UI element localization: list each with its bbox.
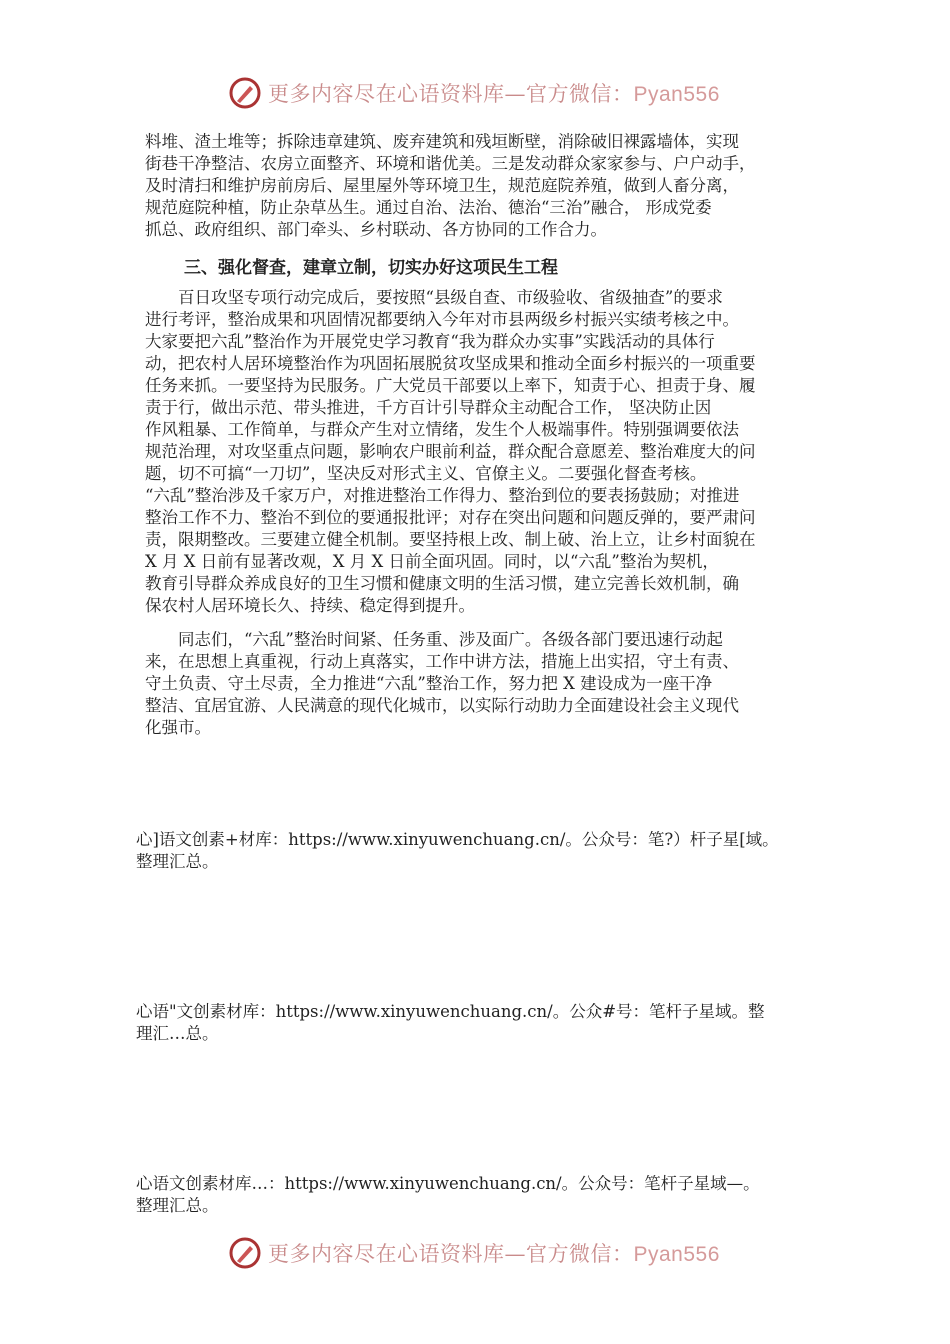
text-line: 料堆、渣土堆等；拆除违章建筑、废弃建筑和残垣断壁，消除破旧裸露墙体，实现 <box>145 132 739 151</box>
text-line: 整理汇总。 <box>136 852 219 871</box>
text-line: 同志们，“六乱”整治时间紧、任务重、涉及面广。各级各部门要迅速行动起 <box>145 630 723 649</box>
paragraph-2 <box>145 287 825 617</box>
footer-note-2 <box>136 1001 856 1045</box>
text-line: 守土负责、守土尽责，全力推进“六乱”整治工作，努力把 X 建设成为一座干净 <box>145 674 713 693</box>
text-line: 心语"文创素材库：https://www.xinyuwenchuang.cn/。公众#号：笔杆子星域。整 <box>136 1002 765 1021</box>
text-line: 保农村人居环境长久、持续、稳定得到提升。 <box>145 596 475 615</box>
text-line: 动，把农村人居环境整治作为巩固拓展脱贫攻坚成果和推动全面乡村振兴的一项重要 <box>145 354 756 373</box>
text-line: 化强市。 <box>145 718 211 737</box>
text-line: 责，限期整改。三要建立健全机制。要坚持根上改、制上破、治上立，让乡村面貌在 <box>145 530 756 549</box>
text-line: 责于行，做出示范、带头推进，千方百计引导群众主动配合工作， 坚决防止因 <box>145 398 712 417</box>
bottom-banner <box>228 1233 720 1273</box>
text-line: 整治工作不力、整治不到位的要通报批评；对存在突出问题和问题反弹的，要严肃问 <box>145 508 756 527</box>
text-line: 规范治理，对攻坚重点问题，影响农户眼前利益，群众配合意愿差、整治难度大的问 <box>145 442 756 461</box>
text-line: 进行考评，整治成果和巩固情况都要纳入今年对市县两级乡村振兴实绩考核之中。 <box>145 310 739 329</box>
banner-text: 更多内容尽在心语资料库—官方微信：Pyan556 <box>268 82 720 106</box>
text-line: 任务来抓。一要坚持为民服务。广大党员干部要以上率下，知责于心、担责于身、履 <box>145 376 756 395</box>
text-line: X 月 X 日前有显著改观，X 月 X 日前全面巩固。同时，以“六乱”整治为契机， <box>145 552 719 571</box>
text-line: 心语文创素材库…：https://www.xinyuwenchuang.cn/。公众号：笔杆子星域—。 <box>136 1174 760 1193</box>
text-line: 作风粗暴、工作简单，与群众产生对立情绪，发生个人极端事件。特别强调要依法 <box>145 420 739 439</box>
footer-note-3 <box>136 1173 856 1217</box>
text-line: 理汇…总。 <box>136 1024 219 1043</box>
pen-logo-icon <box>228 76 262 110</box>
paragraph-1 <box>145 131 825 241</box>
text-line: 抓总、政府组织、部门牵头、乡村联动、各方协同的工作合力。 <box>145 220 607 239</box>
text-line: “六乱”整治涉及千家万户，对推进整治工作得力、整治到位的要表扬鼓励；对推进 <box>145 486 740 505</box>
text-line: 规范庭院种植，防止杂草丛生。通过自治、法治、德治“三治”融合， 形成党委 <box>145 198 712 217</box>
text-line: 百日攻坚专项行动完成后，要按照“县级自查、市级验收、省级抽查”的要求 <box>145 288 723 307</box>
text-line: 整洁、宜居宜游、人民满意的现代化城市，以实际行动助力全面建设社会主义现代 <box>145 696 739 715</box>
footer-note-1 <box>136 829 856 873</box>
pen-logo-icon <box>228 1236 262 1270</box>
text-line: 心]语文创素+材库：https://www.xinyuwenchuang.cn/。公众号：笔?）杆子星[域。 <box>136 830 779 849</box>
section-heading: 三、强化督查，建章立制，切实办好这项民生工程 <box>184 258 558 278</box>
banner-text: 更多内容尽在心语资料库—官方微信：Pyan556 <box>268 1242 720 1266</box>
text-line: 题，切不可搞“一刀切”，坚决反对形式主义、官僚主义。二要强化督查考核。 <box>145 464 707 483</box>
text-line: 大家要把六乱”整治作为开展党史学习教育“我为群众办实事”实践活动的具体行 <box>145 332 715 351</box>
text-line: 街巷干净整洁、农房立面整齐、环境和谐优美。三是发动群众家家参与、户户动手， <box>145 154 756 173</box>
text-line: 教育引导群众养成良好的卫生习惯和健康文明的生活习惯，建立完善长效机制，确 <box>145 574 739 593</box>
text-line: 整理汇总。 <box>136 1196 219 1215</box>
text-line: 来，在思想上真重视，行动上真落实，工作中讲方法，措施上出实招，守土有责、 <box>145 652 739 671</box>
paragraph-3 <box>145 629 825 739</box>
top-banner <box>228 73 720 113</box>
text-line: 及时清扫和维护房前房后、屋里屋外等环境卫生，规范庭院养殖，做到人畜分离， <box>145 176 739 195</box>
